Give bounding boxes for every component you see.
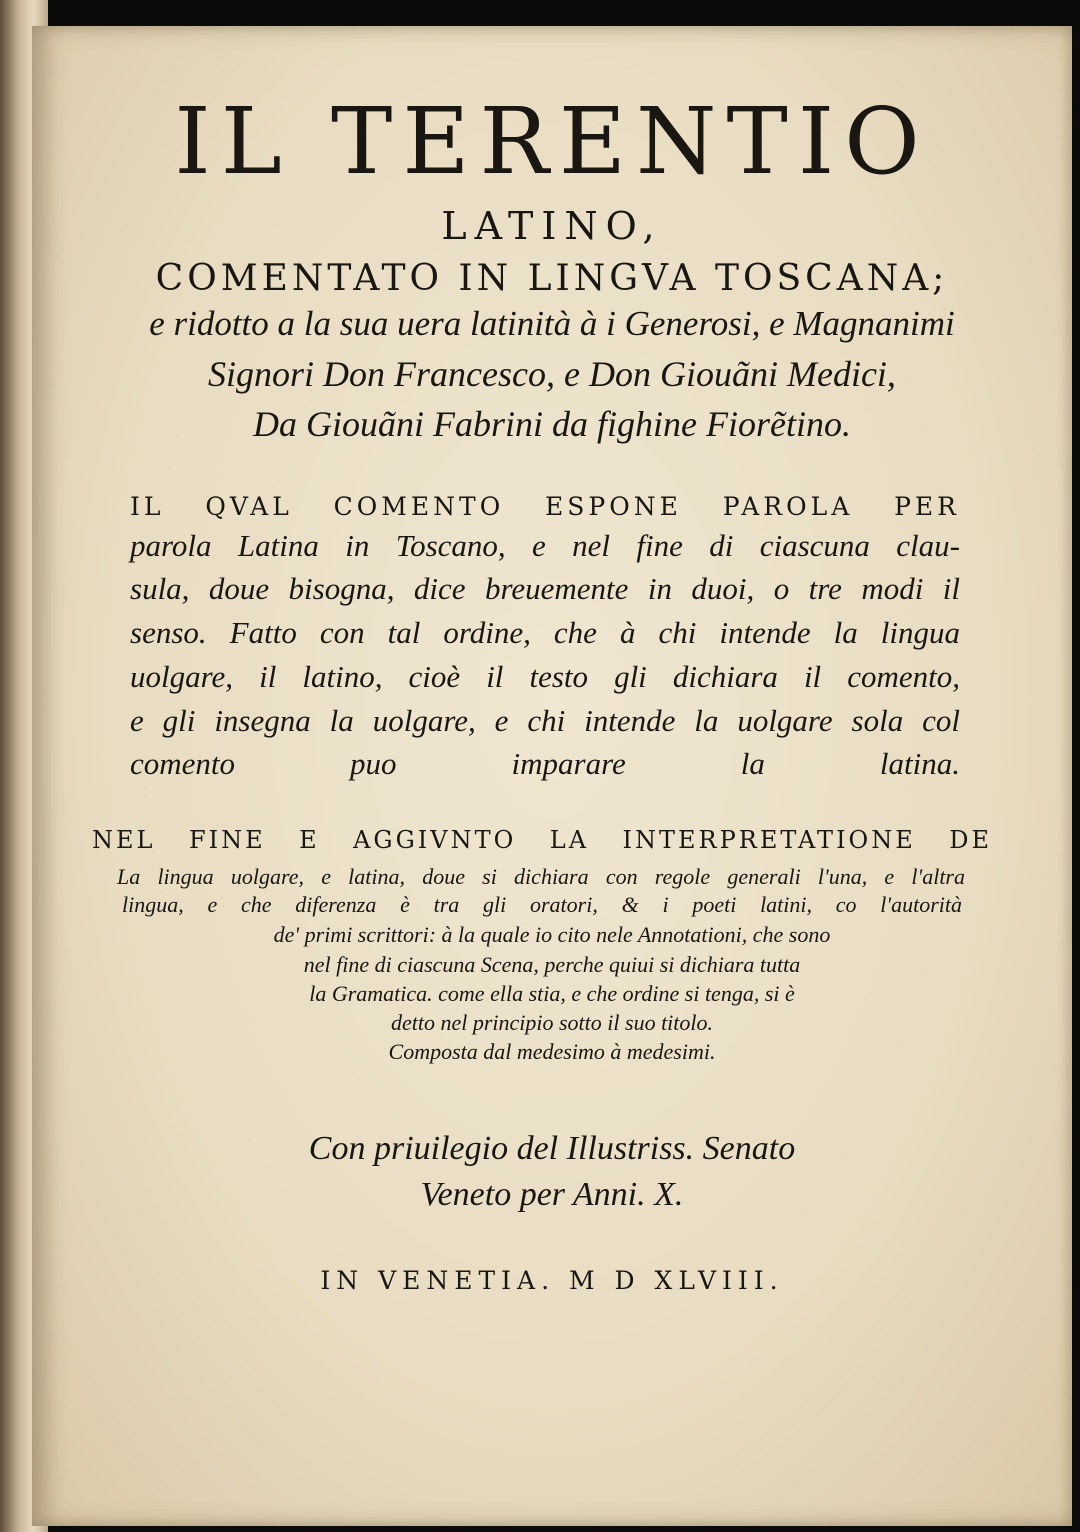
paragraph2-heading: NEL FINE E AGGIVNTO LA INTERPRETATIONE DE (92, 826, 992, 854)
title-page (32, 26, 1072, 1526)
paragraph1-line: uolgare, il latino, cioè il testo gli dichiara il comento, (130, 659, 960, 694)
title-line-dedication: e ridotto a la sua uera latinità à i Generosi, e Magnanimi (149, 304, 955, 343)
paragraph2-line: Composta dal medesimo à medesimi. (388, 1039, 716, 1064)
paragraph1-line: parola Latina in Toscano, e nel fine di ciascuna clau- (130, 528, 960, 563)
paragraph2-line: la Gramatica. come ella stia, e che ordine si tenga, si è (309, 981, 795, 1006)
privilege-line: Veneto per Anni. X. (420, 1176, 684, 1213)
imprint: IN VENETIA. M D XLVIII. (320, 1266, 784, 1295)
paragraph1-line: IL QVAL COMENTO ESPONE PAROLA PER (130, 492, 960, 521)
paragraph1-line: senso. Fatto con tal ordine, che à chi intende la lingua (130, 615, 960, 650)
book-title: IL TERENTIO (174, 88, 930, 195)
paragraph1-line: comento puo imparare la latina. (130, 746, 960, 781)
paragraph2-line: lingua, e che diferenza è tra gli oratori, & i poeti latini, co l'autorità (122, 892, 962, 917)
title-line-commentary: COMENTATO IN LINGVA TOSCANA; (155, 258, 949, 299)
paragraph2-line: La lingua uolgare, e latina, doue si dichiara con regole generali l'una, e l'altra (117, 864, 965, 889)
paragraph1-line: sula, doue bisogna, dice breuemente in duoi, o tre modi il (130, 571, 960, 606)
paragraph1-line: e gli insegna la uolgare, e chi intende la uolgare sola col (130, 703, 960, 738)
title-line-dedicatees: Signori Don Francesco, e Don Giouãni Medici, (208, 354, 896, 394)
paragraph2-line: detto nel principio sotto il suo titolo. (390, 1010, 714, 1035)
paragraph2-line: de' primi scrittori: à la quale io cito nele Annotationi, che sono (273, 922, 831, 947)
privilege-line: Con priuilegio del Illustriss. Senato (308, 1130, 796, 1167)
title-line-author: Da Giouãni Fabrini da fighine Fiorẽtino. (253, 404, 851, 444)
paragraph2-line: nel fine di ciascuna Scena, perche quiui si dichiara tutta (303, 952, 801, 977)
book-subtitle: LATINO, (441, 204, 663, 248)
